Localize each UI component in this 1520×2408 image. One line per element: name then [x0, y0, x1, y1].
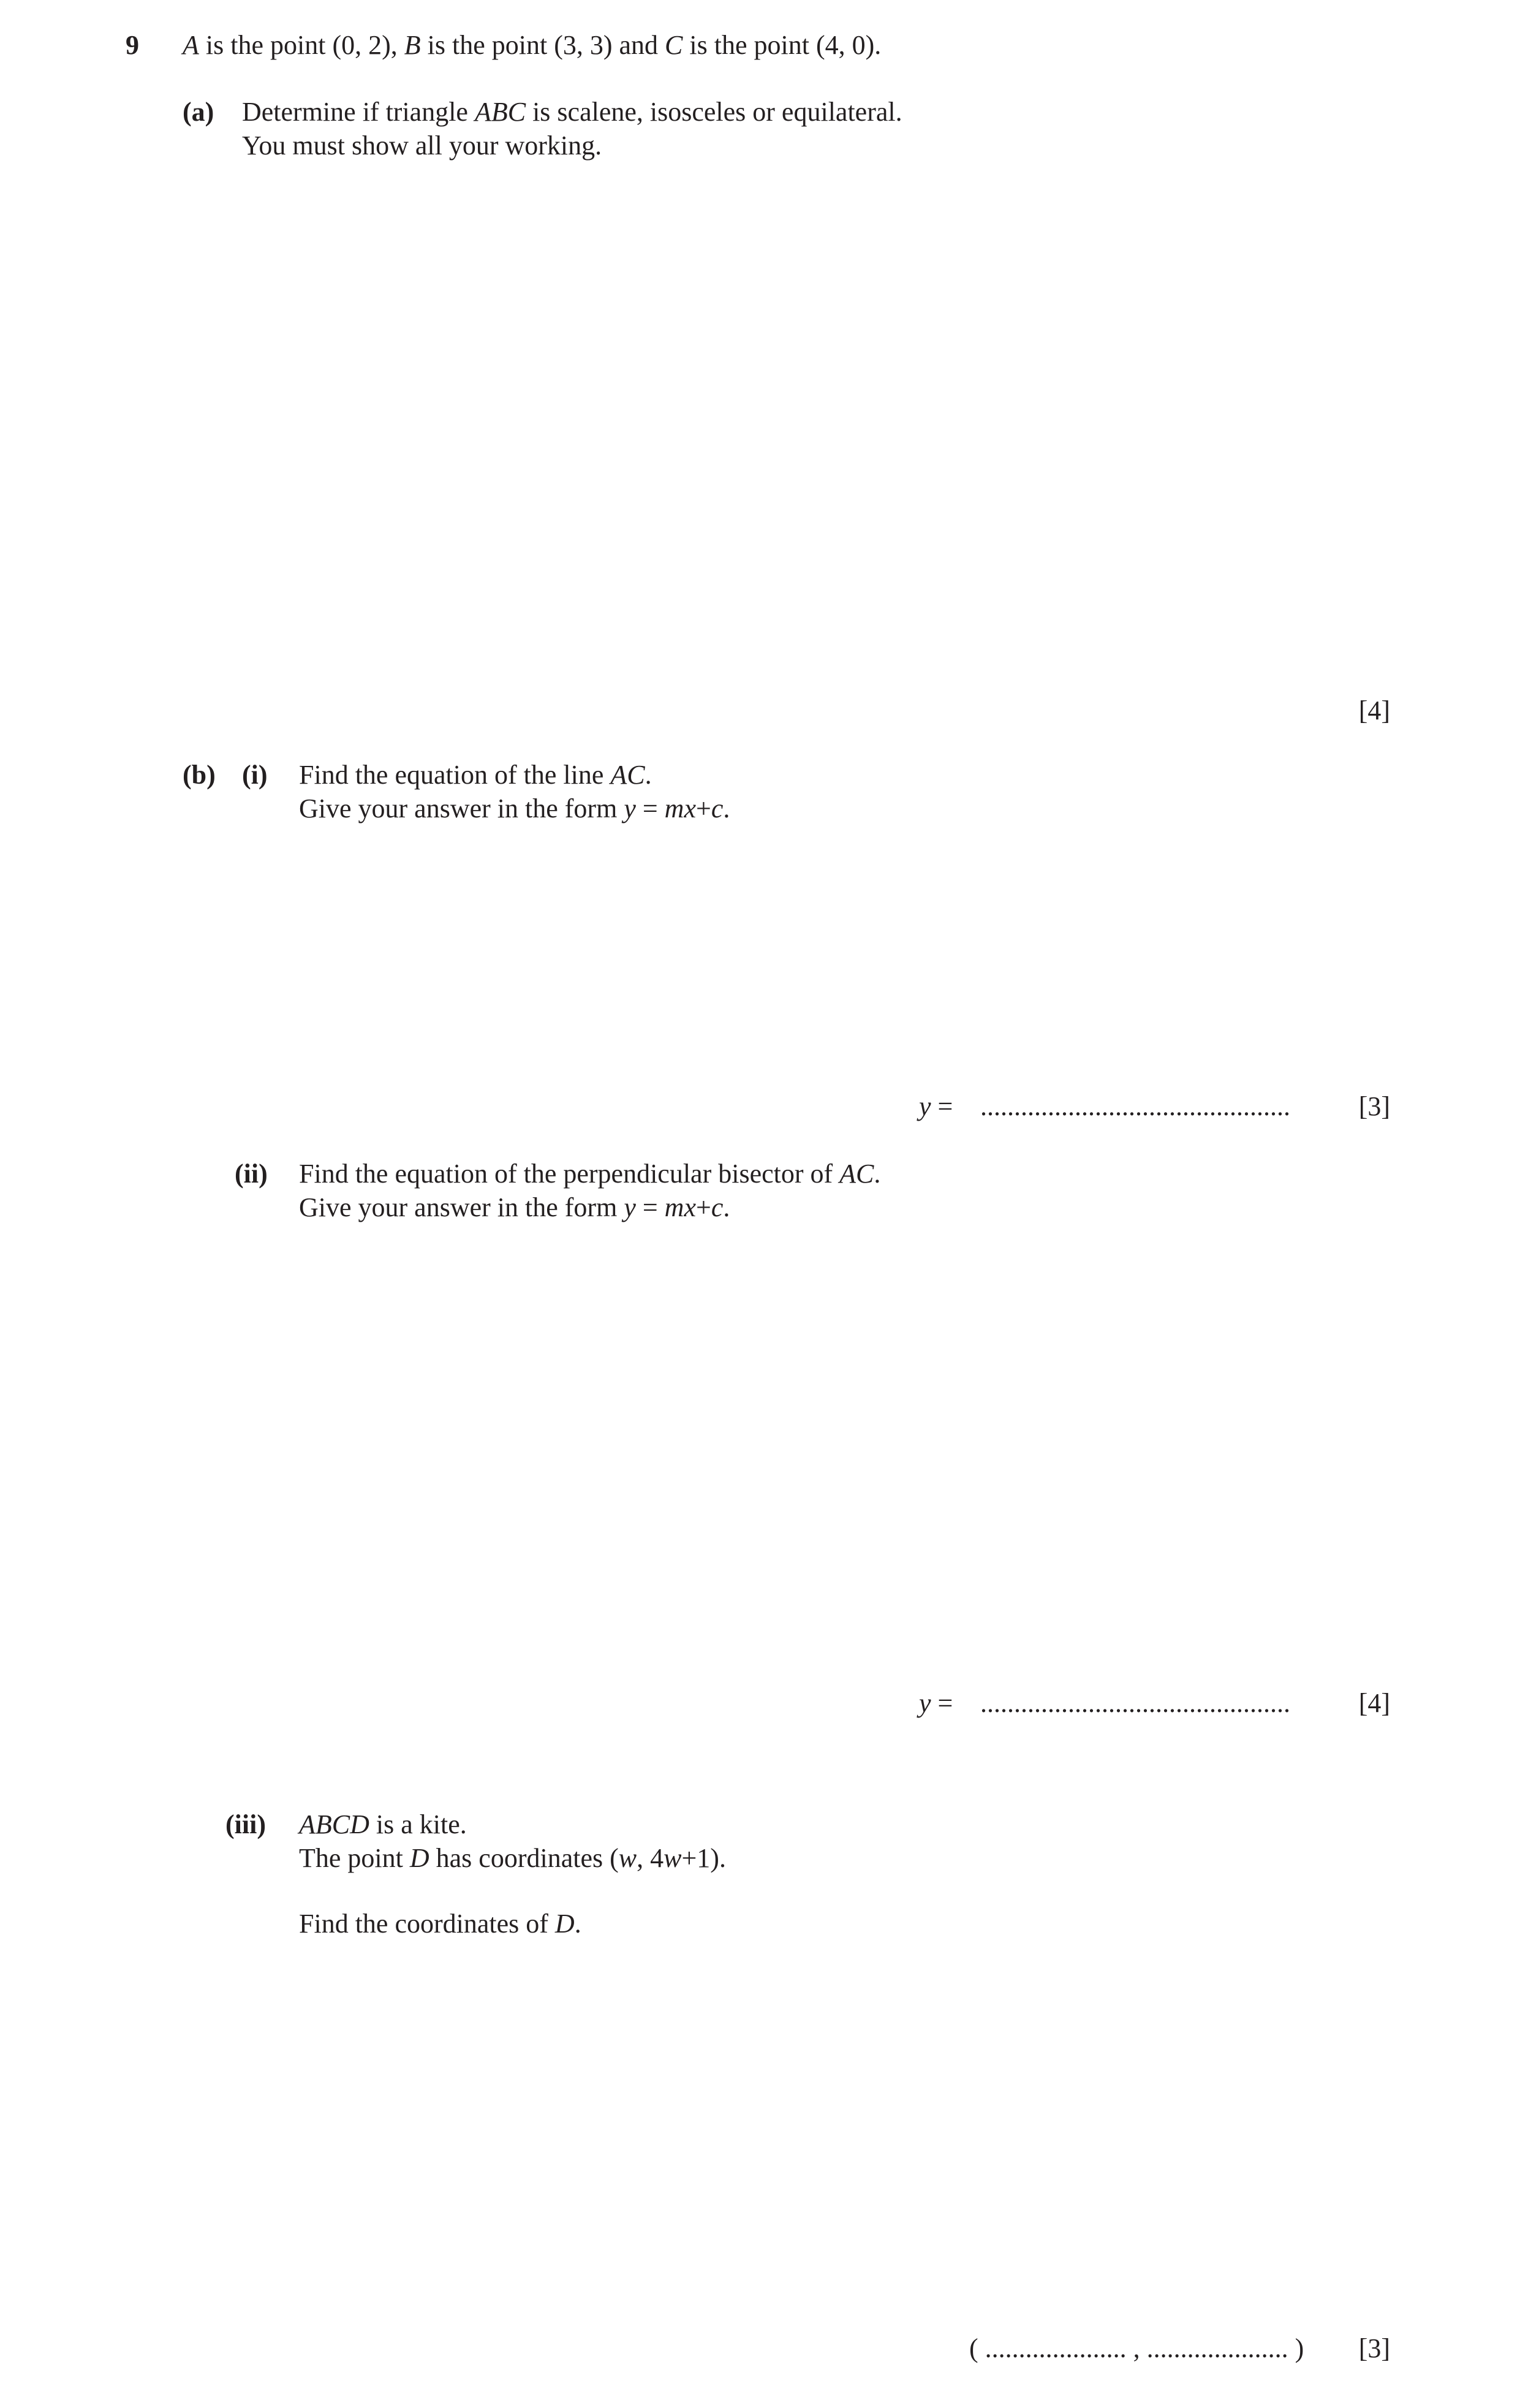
eq-y: y	[624, 793, 636, 823]
eq-y: y	[624, 1192, 636, 1222]
part-b-i-line-1	[299, 758, 652, 792]
answer-equals: =	[931, 1091, 953, 1121]
eq-equals: =	[635, 793, 665, 823]
part-b-i-form-text: Give your answer in the form	[299, 793, 624, 823]
part-b-iii-text-4: , 4	[637, 1843, 664, 1873]
part-b-iii-text-5: +1).	[681, 1843, 726, 1873]
part-a-text-end: is scalene, isosceles or equilateral.	[526, 97, 902, 127]
part-b-i-answer-line[interactable]	[919, 1089, 953, 1123]
part-b-ii-marks: [4]	[1358, 1688, 1390, 1718]
part-a-line-2: You must show all your working.	[242, 131, 602, 161]
part-b-i-answer-dots[interactable]: ..............................................	[980, 1091, 1290, 1121]
part-b-iii-text-7: .	[574, 1909, 581, 1939]
part-b-iii-text-2: The point	[299, 1843, 410, 1873]
part-a-label: (a)	[183, 97, 214, 127]
part-a-text: Determine if triangle	[242, 97, 475, 127]
part-b-ii-line-2	[299, 1191, 730, 1224]
part-b-iii-text: is a kite.	[369, 1809, 467, 1839]
part-b-ii-line-1	[299, 1157, 880, 1191]
part-b-i-line-2	[299, 792, 730, 825]
point-b-label: B	[404, 30, 421, 60]
part-b-ii-label: (ii)	[235, 1159, 268, 1189]
point-d-label: D	[409, 1843, 429, 1873]
eq-c: c	[711, 1192, 724, 1222]
part-b-iii-line-2	[299, 1841, 726, 1875]
part-b-iii-line-3	[299, 1907, 581, 1940]
part-b-i-label: (i)	[242, 760, 268, 790]
point-a-label: A	[183, 30, 199, 60]
part-b-ii-answer-line[interactable]	[919, 1686, 953, 1720]
stem-text-1: is the point (0, 2),	[199, 30, 404, 60]
eq-mx: mx	[664, 1192, 696, 1222]
question-stem	[183, 28, 881, 62]
part-b-iii-label: (iii)	[225, 1809, 266, 1839]
part-a-line-1	[242, 95, 902, 129]
answer-equals: =	[931, 1688, 953, 1718]
line-ac-label: AC	[610, 760, 645, 790]
eq-end: .	[723, 1192, 730, 1222]
part-b-iii-marks: [3]	[1358, 2333, 1390, 2363]
part-b-i-marks: [3]	[1358, 1091, 1390, 1121]
var-w: w	[618, 1843, 637, 1873]
stem-text-2: is the point (3, 3) and	[420, 30, 665, 60]
eq-plus: +	[695, 1192, 711, 1222]
var-w-2: w	[664, 1843, 682, 1873]
part-b-iii-line-1	[299, 1808, 467, 1841]
part-b-iii-text-6: Find the coordinates of	[299, 1909, 555, 1939]
part-b-iii-answer[interactable]: ( ..................... , ..................... )	[969, 2333, 1304, 2363]
part-b-ii-form-text: Give your answer in the form	[299, 1192, 624, 1222]
kite-name: ABCD	[299, 1809, 369, 1839]
part-b-ii-answer-dots[interactable]: ..............................................	[980, 1688, 1290, 1718]
part-b-ii-text: Find the equation of the perpendicular bisector of	[299, 1159, 840, 1189]
line-ac-label: AC	[839, 1159, 874, 1189]
stem-text-3: is the point (4, 0).	[682, 30, 882, 60]
eq-c: c	[711, 793, 724, 823]
question-number: 9	[126, 30, 139, 60]
part-b-ii-text-end: .	[874, 1159, 881, 1189]
eq-mx: mx	[664, 793, 696, 823]
triangle-name: ABC	[474, 97, 526, 127]
eq-end: .	[723, 793, 730, 823]
point-c-label: C	[665, 30, 683, 60]
eq-plus: +	[695, 793, 711, 823]
eq-equals: =	[635, 1192, 665, 1222]
part-b-label: (b)	[183, 760, 216, 790]
point-d-label-2: D	[554, 1909, 575, 1939]
part-b-i-text: Find the equation of the line	[299, 760, 611, 790]
part-b-iii-text-3: has coordinates (	[429, 1843, 619, 1873]
part-a-marks: [4]	[1358, 695, 1390, 725]
answer-y: y	[919, 1688, 931, 1718]
part-b-i-text-end: .	[645, 760, 652, 790]
answer-y: y	[919, 1091, 931, 1121]
